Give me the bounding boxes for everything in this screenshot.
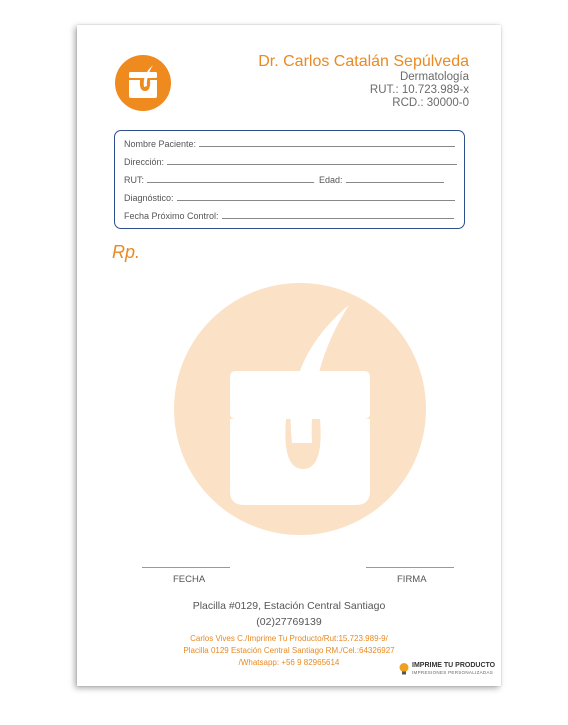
address-label: Dirección: — [124, 157, 165, 167]
brand-tagline: IMPRESIONES PERSONALIZADAS — [412, 670, 494, 675]
brand-logo — [399, 662, 495, 676]
age-line — [346, 182, 444, 183]
prescription-sheet — [77, 25, 501, 686]
address-field[interactable] — [124, 157, 457, 167]
patient-name-field[interactable] — [124, 139, 455, 149]
patient-name-label: Nombre Paciente: — [124, 139, 197, 149]
lightbulb-icon — [399, 663, 409, 676]
doctor-rcd: RCD.: 30000-0 — [392, 97, 469, 109]
phone-number: (02)27769139 — [256, 616, 322, 628]
doctor-name: Dr. Carlos Catalán Sepúlveda — [258, 53, 469, 70]
age-field[interactable] — [319, 175, 444, 185]
age-label: Edad: — [319, 175, 343, 185]
address-line — [167, 164, 457, 165]
signature-line — [366, 567, 454, 568]
brand-name: IMPRIME TU PRODUCTO — [412, 662, 496, 669]
date-signature-line — [142, 567, 230, 568]
next-control-label: Fecha Próximo Control: — [124, 211, 219, 221]
patient-form — [114, 130, 465, 229]
next-control-field[interactable] — [124, 211, 454, 221]
hair-follicle-icon — [115, 55, 171, 111]
rut-line — [147, 182, 314, 183]
rp-label: Rp. — [112, 242, 141, 262]
diagnosis-label: Diagnóstico: — [124, 193, 174, 203]
contact-line-2: Placilla 0129 Estación Central Santiago RM./Cel.:64326927 — [183, 646, 395, 655]
hair-follicle-watermark-icon — [174, 283, 426, 535]
rut-field[interactable] — [124, 175, 314, 185]
address-line-1: Placilla #0129, Estación Central Santiago — [192, 600, 386, 612]
contact-line-1: Carlos Vives C./Imprime Tu Producto/Rut:15.723.989-9/ — [190, 634, 388, 643]
next-control-line — [222, 218, 454, 219]
diagnosis-line — [177, 200, 455, 201]
doctor-header — [258, 53, 469, 110]
signature-label: FIRMA — [397, 574, 427, 585]
date-label: FECHA — [173, 574, 206, 585]
doctor-specialty: Dermatología — [399, 71, 469, 83]
patient-name-line — [199, 146, 455, 147]
doctor-rut: RUT.: 10.723.989-x — [369, 84, 469, 96]
rut-label: RUT: — [124, 175, 144, 185]
contact-line-3: /Whatsapp: +56 9 82965614 — [238, 658, 340, 667]
diagnosis-field[interactable] — [124, 193, 455, 203]
